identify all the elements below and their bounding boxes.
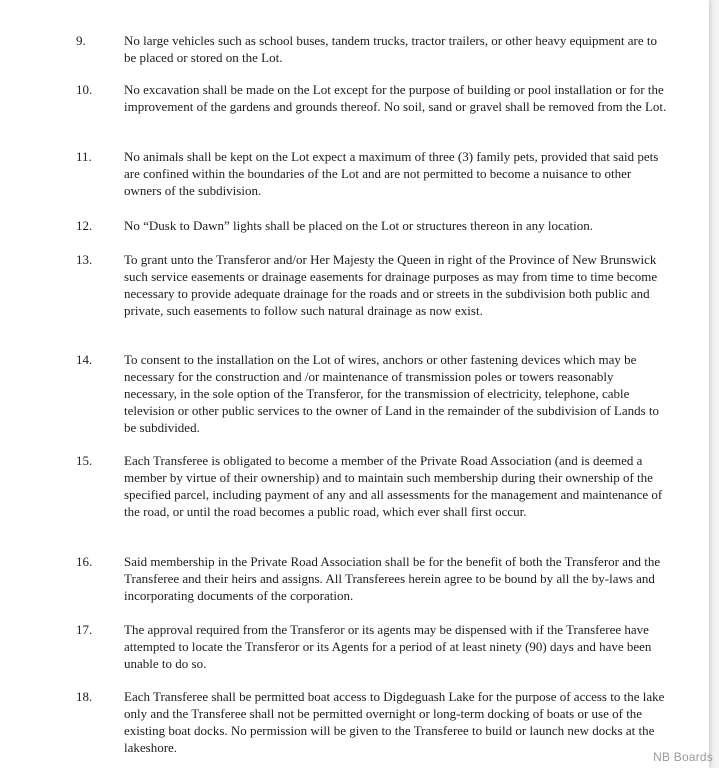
clause-17: [76, 621, 669, 672]
clause-14: [76, 351, 669, 436]
clause-15: [76, 452, 669, 520]
clause-11: [76, 148, 669, 199]
clause-number: 16.: [76, 554, 93, 569]
clause-number: 15.: [76, 453, 93, 468]
clause-text: Each Transferee shall be permitted boat access to Digdeguash Lake for the purpose of access to the lake only and the Transferee shall not be permitted overnight or long-term docking of boats or use of the existing boat docks. No permission will be given to the Transferee to build or launch new docks at the lakeshore.: [124, 689, 665, 755]
clause-text: Each Transferee is obligated to become a member of the Private Road Association (and is deemed a member by virtue of their ownership) and to maintain such membership during their ownership of the specified parcel, including payment of any and all assessments for the management and maintenance of the road, or until the road becomes a public road, which ever shall first occur.: [124, 453, 663, 519]
clause-text: No “Dusk to Dawn” lights shall be placed on the Lot or structures thereon in any location.: [124, 218, 593, 233]
clause-text: The approval required from the Transferor or its agents may be dispensed with if the Transferee have attempted to locate the Transferor or its Agents for a period of at least ninety (90) days and have been unable to do so.: [124, 622, 652, 671]
clause-13: [76, 251, 669, 319]
clause-number: 14.: [76, 352, 93, 367]
clause-9: [76, 32, 669, 66]
clause-16: [76, 553, 669, 604]
clause-18: [76, 688, 669, 756]
clause-text: No excavation shall be made on the Lot except for the purpose of building or pool installation or for the improvement of the gardens and grounds thereof. No soil, sand or gravel shall be removed from the Lot.: [124, 82, 667, 114]
clause-text: To consent to the installation on the Lot of wires, anchors or other fastening devices which may be necessary for the construction and /or maintenance of transmission poles or towers reasonably necessary, in the sole option of the Transferor, for the transmission of electricity, telephone, cable television or other public services to the owner of Land in the remainder of the subdivision of Lands to be subdivided.: [124, 352, 660, 435]
clause-number: 10.: [76, 82, 93, 97]
clause-text: To grant unto the Transferor and/or Her Majesty the Queen in right of the Province of New Brunswick such service easements or drainage easements for drainage purposes as may from time to time become necessary to provide adequate drainage for the roads and or streets in the subdivision both public and private, such easements to follow such natural drainage as now exist.: [124, 252, 658, 318]
clause-text: No animals shall be kept on the Lot expect a maximum of three (3) family pets, provided that said pets are confined within the boundaries of the Lot and are not permitted to become a nuisance to other owners of the subdivision.: [124, 149, 659, 198]
clause-number: 18.: [76, 689, 93, 704]
clause-number: 11.: [76, 149, 92, 164]
clause-number: 13.: [76, 252, 93, 267]
clause-number: 17.: [76, 622, 93, 637]
clause-number: 9.: [76, 33, 86, 48]
clause-text: No large vehicles such as school buses, tandem trucks, tractor trailers, or other heavy equipment are to be placed or stored on the Lot.: [124, 33, 657, 65]
clause-text: Said membership in the Private Road Association shall be for the benefit of both the Transferor and the Transferee and their heirs and assigns. All Transferees herein agree to be bound by all the by-laws and incorporating documents of the corporation.: [124, 554, 661, 603]
watermark: NB Boards: [653, 750, 713, 764]
clause-number: 12.: [76, 218, 93, 233]
clause-10: [76, 81, 669, 115]
clause-12: [76, 217, 669, 234]
